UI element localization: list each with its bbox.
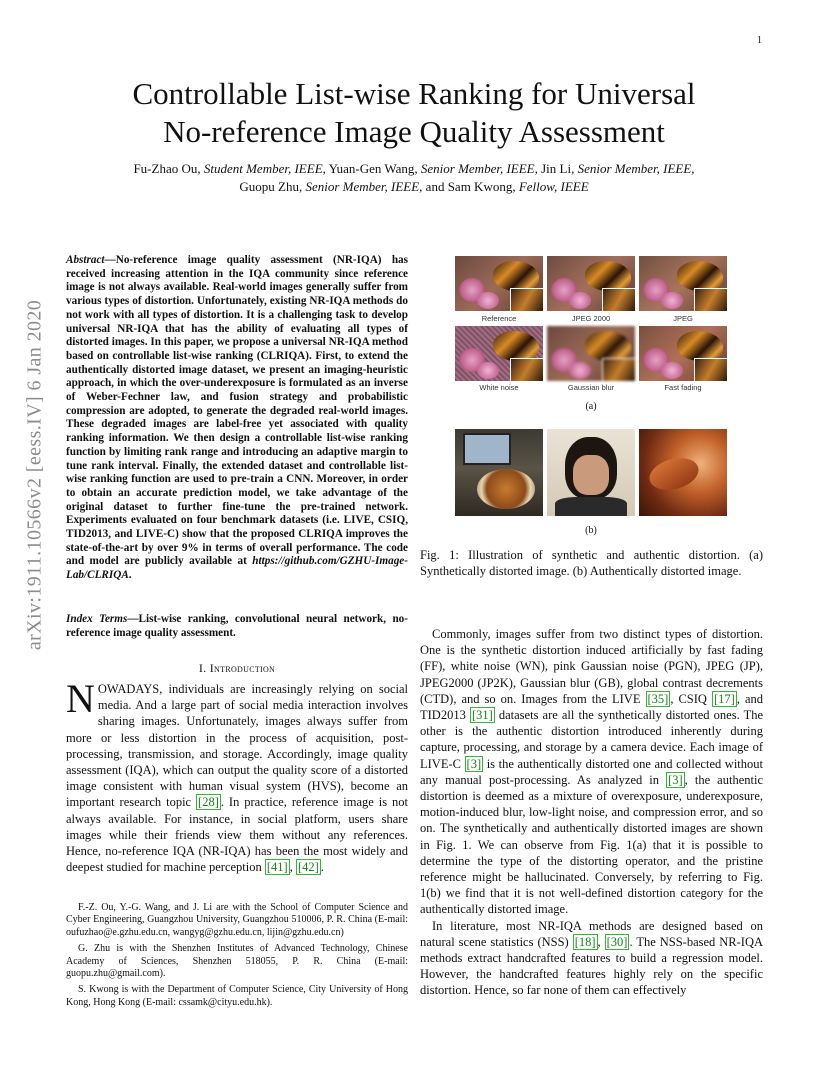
code-link[interactable]: https://github.com/GZHU-Image-Lab/CLRIQA — [66, 555, 408, 582]
paragraph-literature — [420, 918, 763, 999]
authors-line-1: Fu-Zhao Ou, Student Member, IEEE, Yuan-Gen Wang, Senior Member, IEEE, Jin Li, Senior Member, IEEE, — [133, 161, 695, 176]
body-text: Commonly, images suffer from two distinct types of distortion. One is the synthetic distortion induced artificially by fast fading (FF), white noise (WN), pink Gaussian noise (PGN), JPEG (JP), JPEG2000 (JP2K), Gaussian blur (GB), global contrast decrements (CTD), and so on. Images from the LIVE — [420, 627, 763, 706]
right-column-body — [420, 626, 763, 999]
introduction-paragraph — [66, 676, 408, 875]
footnote-1: F.-Z. Ou, Y.-G. Wang, and J. Li are with the School of Computer Science and Cyber Engineering, Guangzhou University, Guangzhou 510006, P. R. China (E-mail: oufuzhao@e.gzhu.edu.cn, wangyg@gzhu.edu.cn, lijin@gzhu.edu.cn) — [66, 902, 408, 938]
body-text: datasets are all the synthetically distorted ones. The other is the authentic distortion introduced inherently during capture, processing, and storage by a camera device. Each image of LIVE-C — [420, 708, 763, 771]
intro-lead: OWADAYS — [97, 682, 160, 696]
paragraph-distortion-types — [420, 626, 763, 918]
footnote-2: G. Zhu is with the Shenzhen Institutes of Advanced Technology, Chinese Academy of Sciences, Shenzhen 518055, P. R. China (E-mail: guopu.zhu@gmail.com). — [66, 943, 408, 980]
citation-42[interactable]: [42] — [297, 860, 319, 875]
body-text: is the authentically distorted one and collected without any manual post-processing. As analyzed in — [420, 756, 764, 787]
intro-text: . In practice, reference image is not always available. For instance, in social platform, users share images while their friends view them without any references. Hence, no-reference IQA (NR-IQA) has been the most widely and deepest studied for machine perception — [66, 795, 408, 875]
fast-fading-image — [639, 326, 727, 381]
citation-31[interactable]: [31] — [471, 708, 493, 723]
index-terms-label: Index Terms — [66, 613, 128, 625]
drop-cap: N — [66, 676, 95, 721]
section-title: Introduction — [209, 661, 276, 675]
title-line-2: No-reference Image Quality Assessment — [163, 114, 665, 149]
label-gaussian-blur: Gaussian blur — [567, 383, 615, 392]
authentic-photo-food — [455, 429, 543, 516]
subfigure-b-label: (b) — [585, 525, 597, 536]
page-number: 1 — [757, 35, 762, 46]
abstract-label: Abstract — [66, 254, 105, 266]
body-text: In literature, most NR-IQA methods are designed based on natural scene statistics (NSS) — [420, 918, 763, 949]
jpeg-image — [639, 256, 727, 311]
body-text: , the authentic distortion is deemed as a mixture of overexposure, underexposure, motion-induced blur, low-light noise, and compression error, and so on. The synthetically and authentically distorted images are shown in Fig. 1. We can observe from Fig. 1(a) that it is possible to determine the type of the distorting operator, and the pristine reference might be hallucinated. Conversely, by referring to Fig. 1(b) we find that it is not well-defined distortion category for the authentically distorted image. — [420, 772, 763, 917]
citation-18[interactable]: [18] — [574, 934, 596, 949]
white-noise-image — [455, 326, 543, 381]
arxiv-stamp — [10, 295, 60, 655]
label-jpeg2000: JPEG 2000 — [571, 314, 611, 323]
abstract-end: . — [128, 569, 132, 582]
reference-image — [455, 256, 543, 311]
paper-title — [60, 75, 768, 151]
arxiv-stamp-text: arXiv:1911.10566v2 [eess.IV] 6 Jan 2020 — [23, 299, 46, 651]
index-terms-text: —List-wise ranking, convolutional neural network, no-reference image quality assessment. — [66, 613, 408, 639]
authentic-photo-person — [547, 429, 635, 516]
figure-1a — [455, 256, 727, 394]
abstract — [66, 254, 408, 583]
citation-3[interactable]: [3] — [466, 756, 482, 771]
body-text: . The NSS-based NR-IQA methods extract handcrafted features to build a regression model. However, the handcrafted features highly rely on the specific distortion. Hence, so far none of them can effectively — [420, 934, 764, 998]
section-heading — [66, 661, 408, 676]
body-text: , CSIQ — [670, 691, 712, 706]
index-terms — [66, 613, 408, 640]
authors-line-2: Guopu Zhu, Senior Member, IEEE, and Sam Kwong, Fellow, IEEE — [239, 179, 589, 194]
section-number: I. — [198, 661, 207, 675]
citation-3[interactable]: [3] — [668, 772, 683, 787]
label-jpeg: JPEG — [673, 314, 693, 323]
abstract-text: —No-reference image quality assessment (NR-IQA) has received increasing attention in the IQA community since reference image is not always available. Real-world images generally suffer from various types of distortion. Unfortunately, existing NR-IQA methods do not work with all types of distortion. It is a challenging task to develop universal NR-IQA that has the ability of evaluating all types of distorted images. In this paper, we propose a universal NR-IQA method based on controllable list-wise ranking (CLRIQA). First, to extend the authentically distorted image dataset, we present an imaging-heuristic approach, in which the over-underexposure is formulated as an inverse of Weber-Fechner law, and fusion strategy and probabilistic compression are adopted, to generate the degraded real-world images. These degraded images are label-free yet associated with quality ranking information. We then design a controllable list-wise ranking function by limiting rank range and introducing an adaptive margin to tune rank interval. Finally, the extended dataset and controllable list-wise ranking function are used to pre-train a CNN. Moreover, in order to obtain an accurate prediction model, we take advantage of the original dataset to further fine-tune the pre-trained network. Experiments evaluated on four benchmark datasets (i.e. LIVE, CSIQ, TID2013, and LIVE-C) show that the proposed CLRIQA improves the state-of-the-art by over 9% in terms of overall performance. The code and model are publicly available at — [66, 254, 408, 568]
figure-caption: Fig. 1: Illustration of synthetic and authentic distortion. (a) Synthetically distorted image. (b) Authentically distorted image. — [420, 548, 763, 579]
label-white-noise: White noise — [479, 383, 519, 392]
body-text: , — [597, 934, 605, 949]
intro-text: . — [320, 860, 324, 875]
citation-30[interactable]: [30] — [606, 934, 628, 949]
body-text: , and TID2013 — [420, 691, 763, 723]
jpeg2000-image — [547, 256, 635, 311]
footnote-3: S. Kwong is with the Department of Computer Science, City University of Hong Kong, Hong Kong (E-mail: cssamk@cityu.edu.hk). — [66, 984, 408, 1008]
label-fast-fading: Fast fading — [664, 383, 702, 392]
footnotes — [66, 902, 408, 1013]
title-line-1: Controllable List-wise Ranking for Universal — [132, 76, 696, 111]
citation-41[interactable]: [41] — [266, 860, 288, 875]
citation-35[interactable]: [35] — [647, 691, 669, 706]
intro-text: , individuals are increasingly relying on social media. And a large part of social media interaction involves sharing images. Unfortunately, images always suffer from more or less distortion in the process of acquisition, post-processing, transmission, and storage. Accordingly, image quality assessment (IQA), which can output the quality score of a distorted image consistent with human visual system (HVS), become an important research topic — [66, 682, 408, 810]
gaussian-blur-image — [547, 326, 635, 381]
label-reference: Reference — [481, 314, 517, 323]
subfigure-a-label: (a) — [585, 401, 597, 412]
intro-text: , — [289, 860, 296, 875]
citation-28[interactable]: [28] — [198, 795, 219, 810]
author-list — [70, 160, 758, 196]
authentic-photo-fish — [639, 429, 727, 516]
citation-17[interactable]: [17] — [713, 691, 735, 706]
